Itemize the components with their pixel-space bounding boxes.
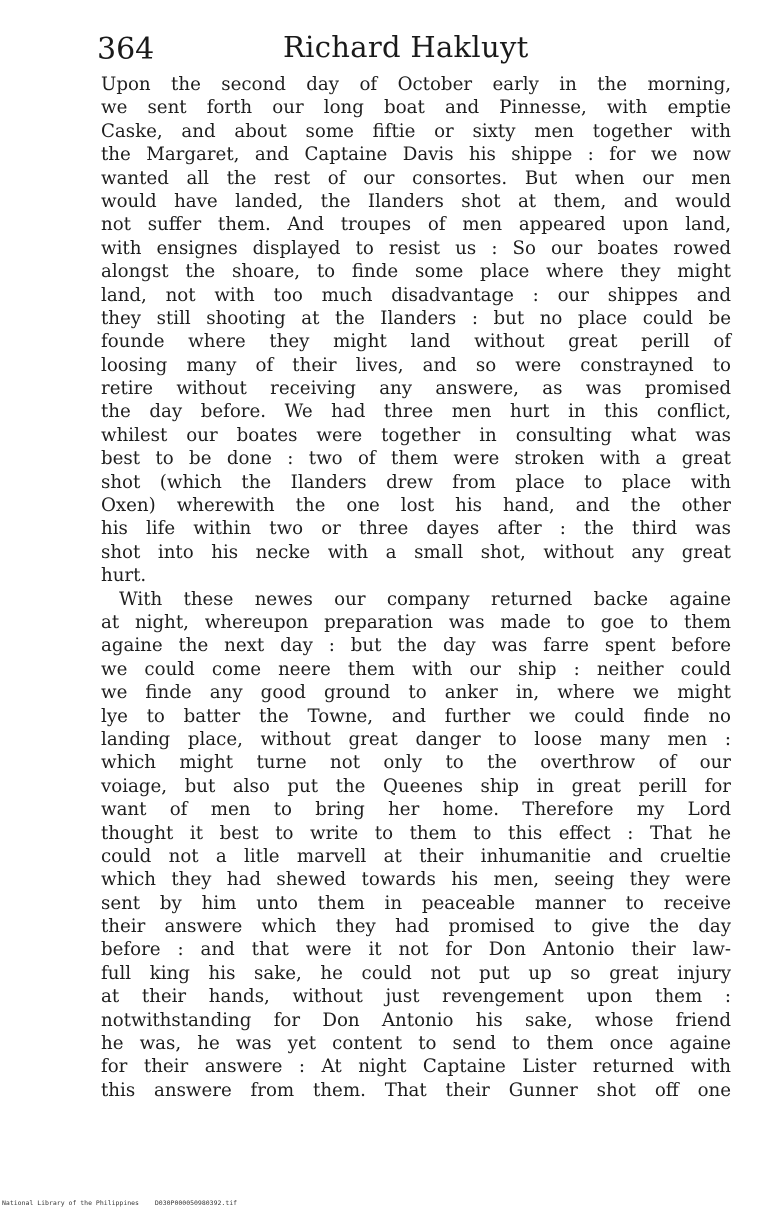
text-line: he was, he was yet content to send to them once againe [101,1033,731,1055]
text-line: we finde any good ground to anker in, where we might [101,682,731,704]
text-line: againe the next day : but the day was farre spent before [101,635,731,657]
text-line: would have landed, the Ilanders shot at them, and would [101,190,731,212]
page-number: 364 [97,32,155,67]
body-text [101,73,731,1102]
file-id: D030P000050980392.tif [154,1199,238,1207]
page-header [97,26,737,72]
running-head: Richard Hakluyt [283,30,529,64]
library-credit: National Library of the Philippines [2,1199,139,1207]
text-line: at night, whereupon preparation was made to goe to them [101,611,731,633]
text-line: best to be done : two of them were stroken with a great [101,448,731,470]
text-line: for their answere : At night Captaine Lister returned with [101,1056,731,1078]
text-line: the day before. We had three men hurt in this conflict, [101,401,731,423]
text-line: sent by him unto them in peaceable manner to receive [101,892,731,914]
text-line: they still shooting at the Ilanders : but no place could be [101,307,731,329]
text-line: full king his sake, he could not put up so great injury [101,962,731,984]
text-line: hurt. [101,565,147,587]
scan-footer [2,1198,402,1208]
text-line: this answere from them. That their Gunner shot off one [101,1079,731,1101]
text-line: Upon the second day of October early in the morning, [101,74,731,95]
text-line: voiage, but also put the Queenes ship in great perill for [101,775,731,797]
text-line: before : and that were it not for Don Antonio their law- [101,939,731,961]
text-line: which might turne not only to the overthrow of our [101,752,731,774]
text-line: his life within two or three dayes after : the third was [101,518,731,540]
text-line: land, not with too much disadvantage : our shippes and [101,284,731,306]
text-line: shot into his necke with a small shot, without any great [101,541,731,563]
text-line: which they had shewed towards his men, seeing they were [101,869,731,891]
text-line: their answere which they had promised to give the day [101,916,731,938]
text-line: with ensignes displayed to resist us : So our boates rowed [101,237,731,259]
text-line: founde where they might land without great perill of [101,331,731,353]
text-line: not suffer them. And troupes of men appeared upon land, [101,214,731,236]
text-line: wanted all the rest of our consortes. But when our men [101,167,731,189]
text-line: alongst the shoare, to finde some place where they might [101,261,731,283]
text-line: thought it best to write to them to this effect : That he [101,822,731,844]
text-line: Oxen) wherewith the one lost his hand, and the other [101,495,731,517]
text-line: we sent forth our long boat and Pinnesse, with emptie [101,97,731,119]
text-line: Caske, and about some fiftie or sixty men together with [101,120,731,142]
text-line: want of men to bring her home. Therefore my Lord [101,799,731,821]
text-line: landing place, without great danger to loose many men : [101,728,731,750]
text-line: the Margaret, and Captaine Davis his shippe : for we now [101,144,731,166]
text-line: at their hands, without just revengement upon them : [101,986,731,1008]
text-line: With these newes our company returned backe againe [119,588,731,610]
text-line: loosing many of their lives, and so were constrayned to [101,354,731,376]
text-line: lye to batter the Towne, and further we could finde no [101,705,731,727]
text-line: notwithstanding for Don Antonio his sake, whose friend [101,1009,731,1031]
text-line: we could come neere them with our ship : neither could [101,658,731,680]
text-line: could not a litle marvell at their inhumanitie and crueltie [101,845,731,867]
text-line: whilest our boates were together in consulting what was [101,424,731,446]
text-line: retire without receiving any answere, as was promised [101,378,731,400]
text-line: shot (which the Ilanders drew from place to place with [101,471,731,493]
